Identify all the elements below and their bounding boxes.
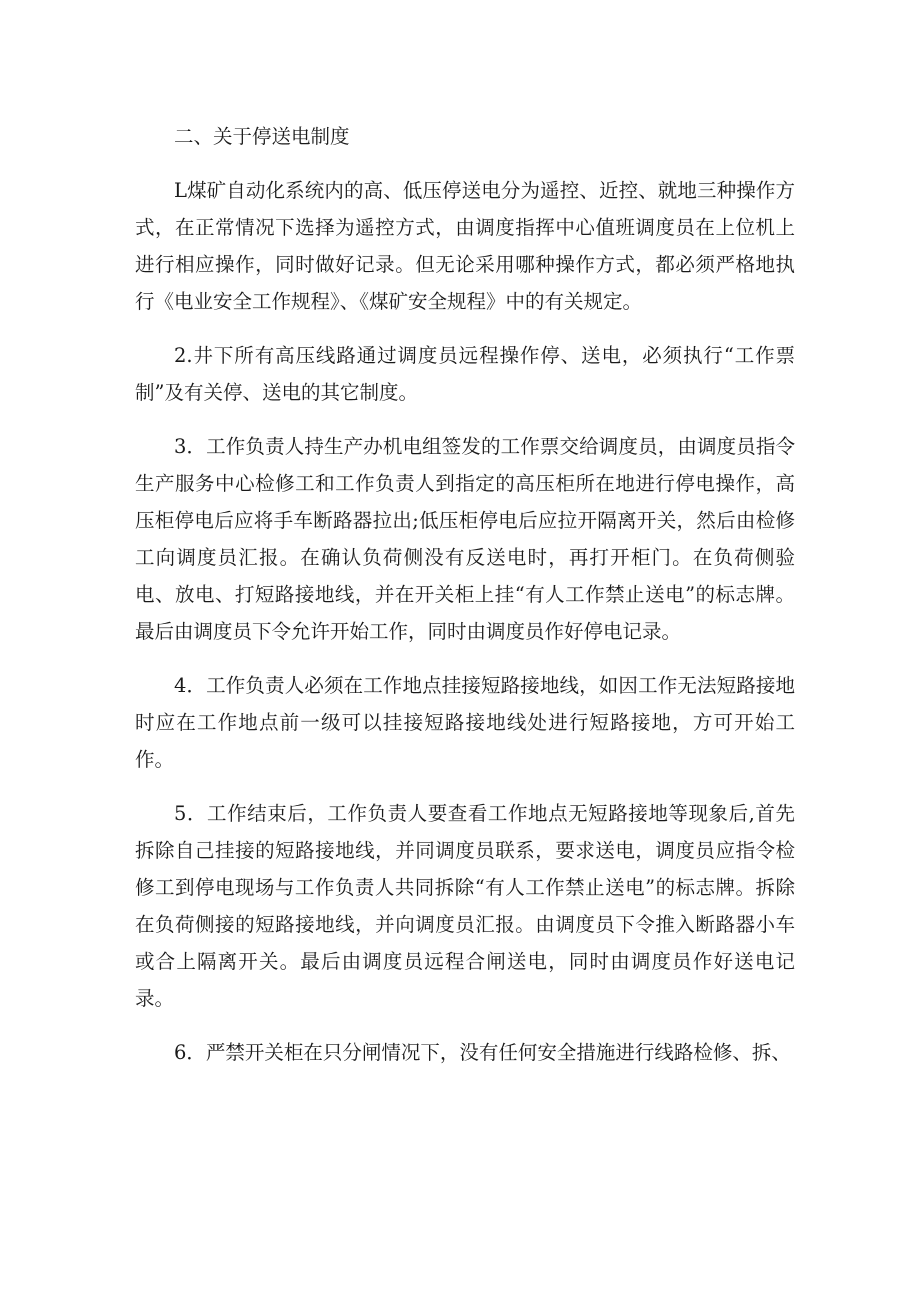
- paragraph-6: 6．严禁开关柜在只分闸情况下，没有任何安全措施进行线路检修、拆、: [174, 1041, 791, 1064]
- paragraph-5: 5．工作结束后，工作负责人要查看工作地点无短路接地等现象后,首先拆除自己挂接的短路接地线，并同调度员联系，要求送电，调度员应指令检修工到停电现场与工作负责人共同拆除“有人工作禁止送电”的标志牌。拆除在负荷侧接的短路接地线，并向调度员汇报。由调度员下令推入断路器小车或合上隔离开关。最后由调度员远程合闸送电，同时由调度员作好送电记录。: [135, 802, 795, 1010]
- paragraph-1: L煤矿自动化系统内的高、低压停送电分为遥控、近控、就地三种操作方式，在正常情况下选择为遥控方式，由调度指挥中心值班调度员在上位机上进行相应操作，同时做好记录。但无论采用哪种操作方式，都必须严格地执行《电业安全工作规程》、《煤矿安全规程》中的有关规定。: [135, 179, 795, 313]
- section-heading: 二、关于停送电制度: [174, 125, 350, 148]
- paragraph-4: 4．工作负责人必须在工作地点挂接短路接地线，如因工作无法短路接地时应在工作地点前一级可以挂接短路接地线处进行短路接地，方可开始工作。: [135, 674, 795, 771]
- paragraph-2: 2.井下所有高压线路通过调度员远程操作停、送电，必须执行“工作票制”及有关停、送电的其它制度。: [135, 344, 795, 404]
- document-body: [135, 118, 795, 1088]
- paragraph-3: 3．工作负责人持生产办机电组签发的工作票交给调度员，由调度员指令生产服务中心检修工和工作负责人到指定的高压柜所在地进行停电操作，高压柜停电后应将手车断路器拉出;低压柜停电后应拉开隔离开关，然后由检修工向调度员汇报。在确认负荷侧没有反送电时，再打开柜门。在负荷侧验电、放电、打短路接地线，并在开关柜上挂“有人工作禁止送电”的标志牌。最后由调度员下令允许开始工作，同时由调度员作好停电记录。: [135, 435, 795, 643]
